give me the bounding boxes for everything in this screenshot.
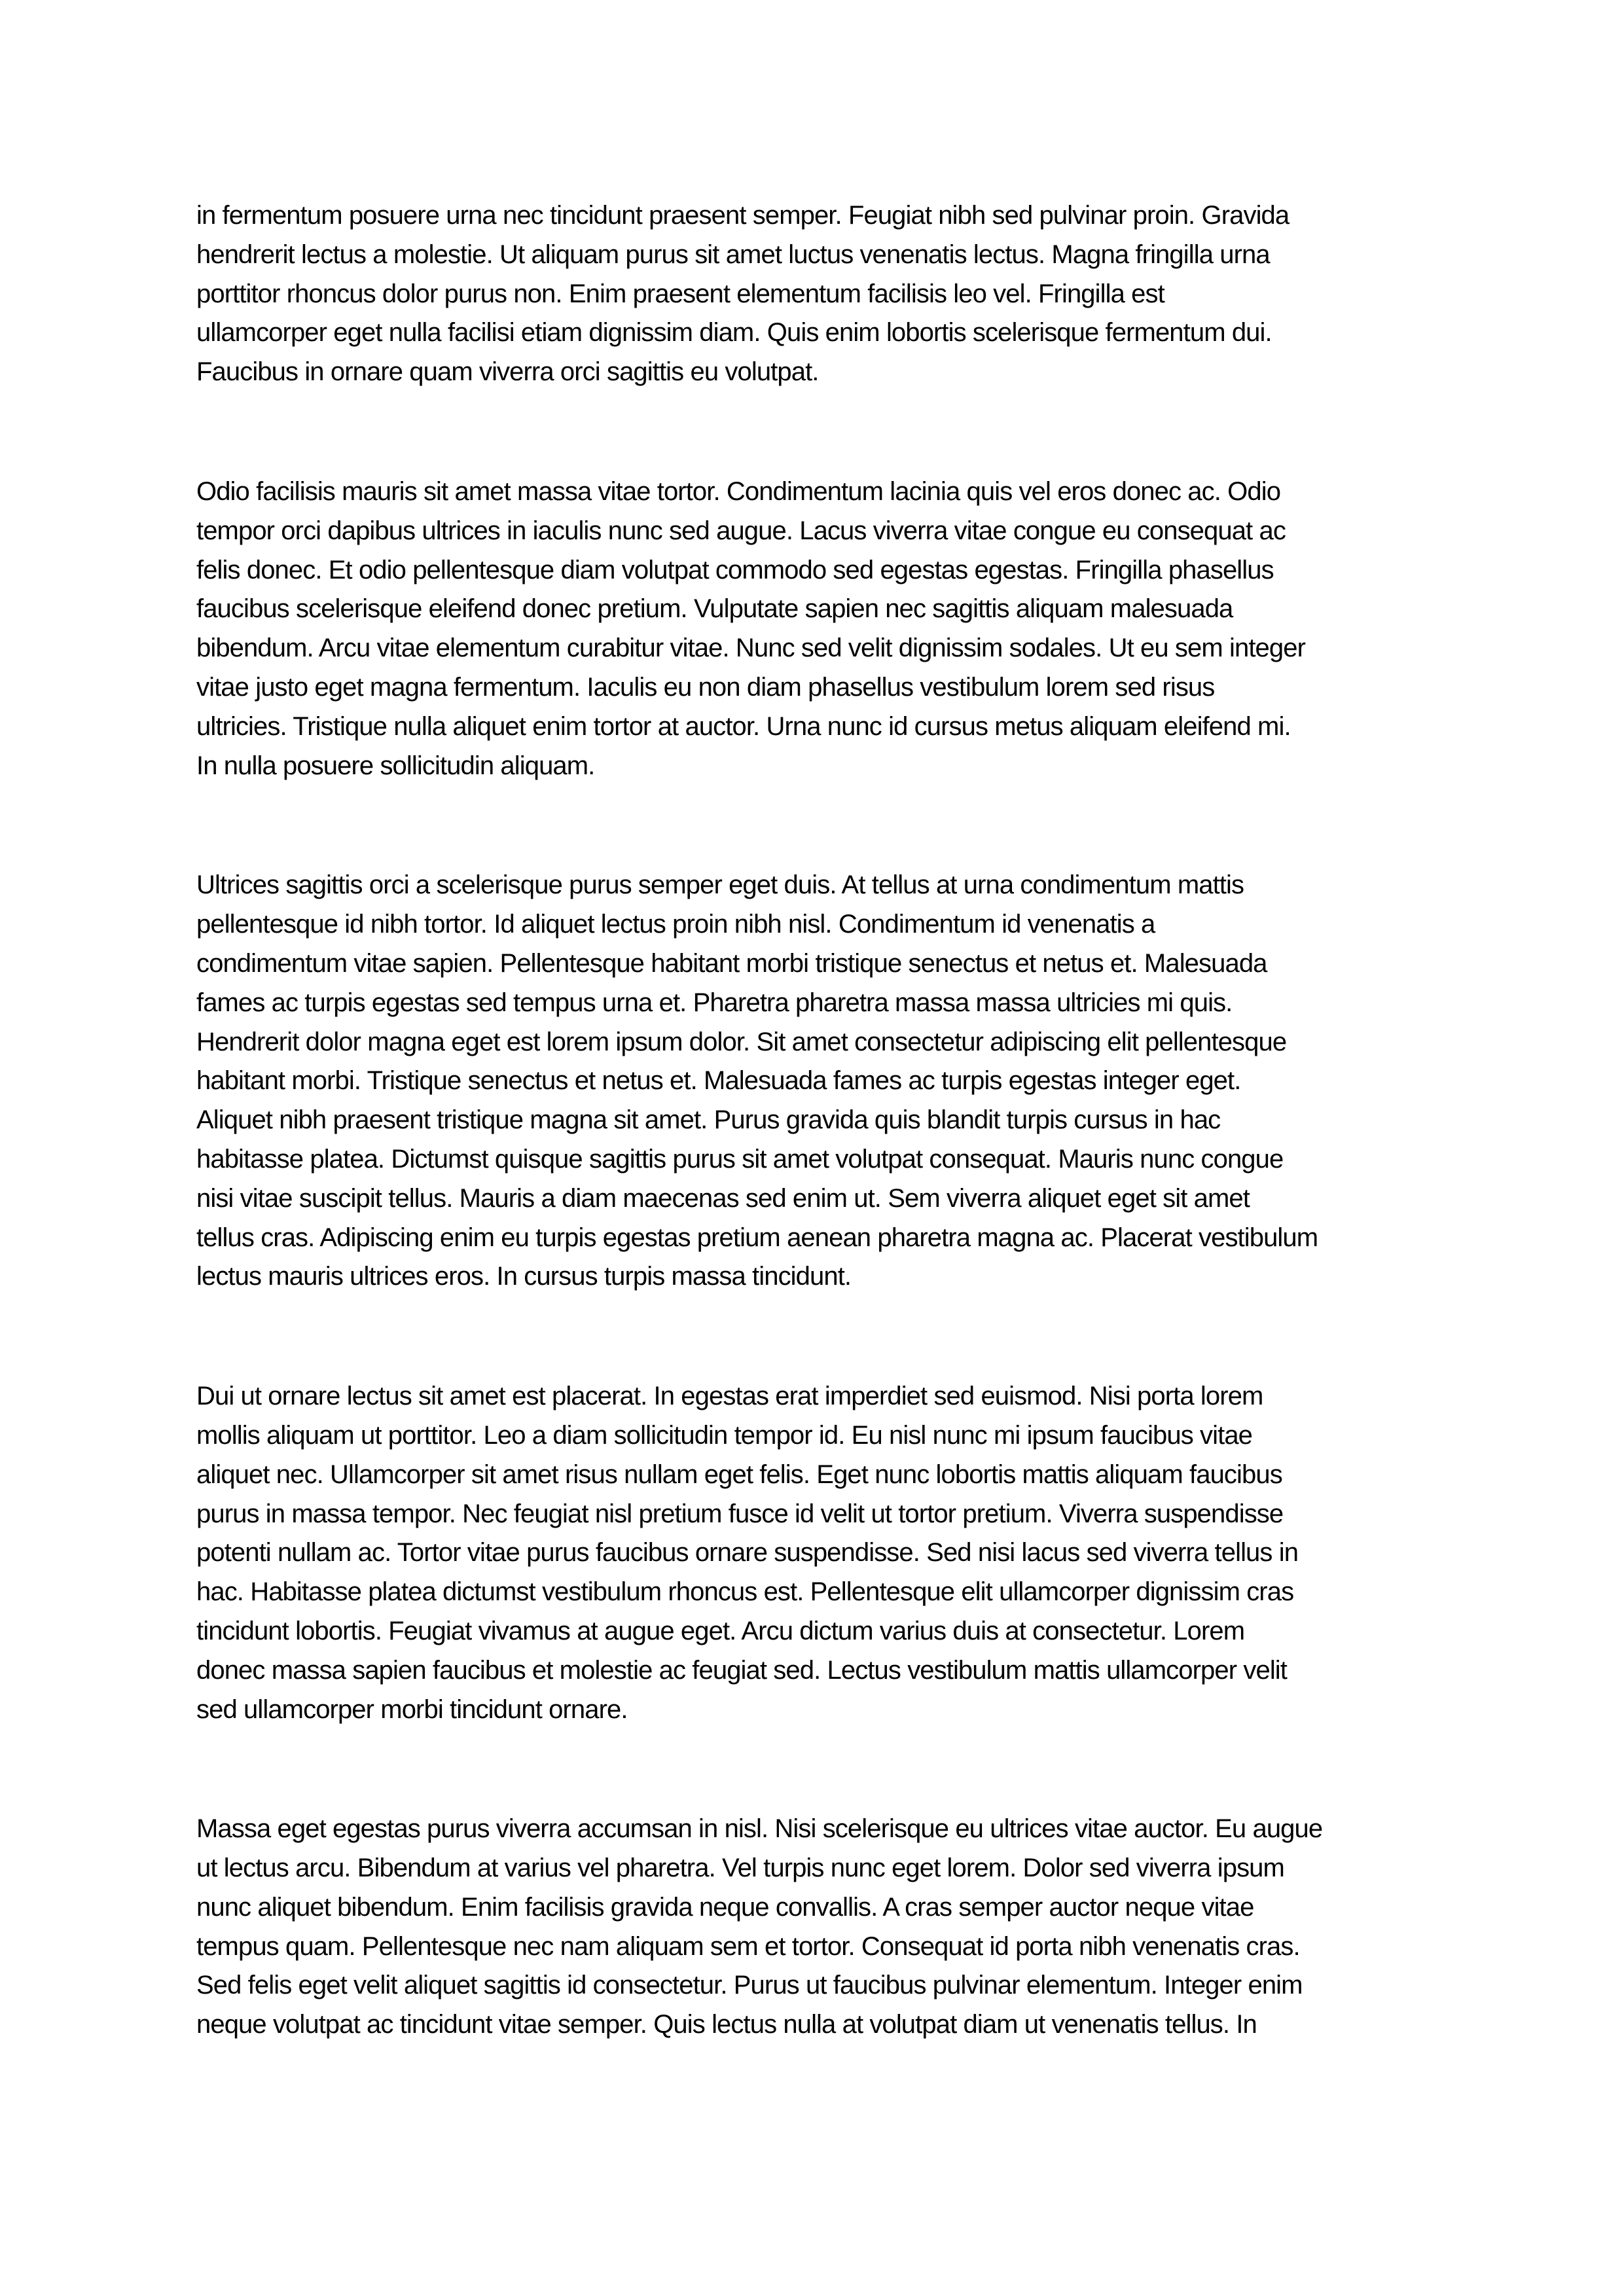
text-line: Aliquet nibh praesent tristique magna sit amet. Purus gravida quis blandit turpis cursus in hac [196, 1105, 1221, 1135]
text-line: tempus quam. Pellentesque nec nam aliquam sem et tortor. Consequat id porta nibh venenatis cras. [196, 1931, 1300, 1961]
text-line: Odio facilisis mauris sit amet massa vitae tortor. Condimentum lacinia quis vel eros donec ac. Odio [196, 476, 1281, 506]
text-line: tempor orci dapibus ultrices in iaculis nunc sed augue. Lacus viverra vitae congue eu consequat ac [196, 516, 1286, 545]
text-line: nunc aliquet bibendum. Enim facilisis gravida neque convallis. A cras semper auctor neque vitae [196, 1892, 1254, 1922]
text-line: potenti nullam ac. Tortor vitae purus faucibus ornare suspendisse. Sed nisi lacus sed viverra tellus in [196, 1538, 1299, 1568]
text-line: habitant morbi. Tristique senectus et netus et. Malesuada fames ac turpis egestas integer eget. [196, 1066, 1241, 1096]
paragraph-2 [196, 473, 1440, 785]
text-line: bibendum. Arcu vitae elementum curabitur vitae. Nunc sed velit dignissim sodales. Ut eu sem integer [196, 634, 1305, 663]
text-line: nisi vitae suscipit tellus. Mauris a diam maecenas sed enim ut. Sem viverra aliquet eget sit amet [196, 1183, 1250, 1213]
text-line: ut lectus arcu. Bibendum at varius vel pharetra. Vel turpis nunc eget lorem. Dolor sed viverra ipsum [196, 1854, 1284, 1883]
text-line: aliquet nec. Ullamcorper sit amet risus nullam eget felis. Eget nunc lobortis mattis aliquam faucibus [196, 1460, 1282, 1489]
text-line: hendrerit lectus a molestie. Ut aliquam purus sit amet luctus venenatis lectus. Magna fringilla urna [196, 240, 1270, 269]
text-line: Hendrerit dolor magna eget est lorem ipsum dolor. Sit amet consectetur adipiscing elit pellentesque [196, 1027, 1287, 1056]
text-line: Sed felis eget velit aliquet sagittis id consectetur. Purus ut faucibus pulvinar elementum. Integer enim [196, 1971, 1303, 2000]
paragraph-4 [196, 1377, 1440, 1729]
document-body [196, 196, 1440, 2125]
text-line: mollis aliquam ut porttitor. Leo a diam sollicitudin tempor id. Eu nisl nunc mi ipsum faucibus vitae [196, 1420, 1253, 1450]
text-line: habitasse platea. Dictumst quisque sagittis purus sit amet volutpat consequat. Mauris nunc congue [196, 1144, 1284, 1174]
text-line: pellentesque id nibh tortor. Id aliquet lectus proin nibh nisl. Condimentum id venenatis a [196, 910, 1155, 939]
text-line: felis donec. Et odio pellentesque diam volutpat commodo sed egestas egestas. Fringilla phasellus [196, 555, 1274, 584]
paragraph-1 [196, 196, 1440, 392]
text-line: porttitor rhoncus dolor purus non. Enim praesent elementum facilisis leo vel. Fringilla est [196, 279, 1164, 308]
text-line: tincidunt lobortis. Feugiat vivamus at augue eget. Arcu dictum varius duis at consectetur. Lorem [196, 1616, 1245, 1645]
text-line: fames ac turpis egestas sed tempus urna et. Pharetra pharetra massa massa ultricies mi quis. [196, 988, 1233, 1017]
text-line: Massa eget egestas purus viverra accumsan in nisl. Nisi scelerisque eu ultrices vitae auctor. Eu augue [196, 1814, 1323, 1844]
text-line: hac. Habitasse platea dictumst vestibulum rhoncus est. Pellentesque elit ullamcorper dignissim cras [196, 1577, 1294, 1607]
text-line: sed ullamcorper morbi tincidunt ornare. [196, 1695, 628, 1724]
text-line: faucibus scelerisque eleifend donec pretium. Vulputate sapien nec sagittis aliquam malesuada [196, 594, 1233, 624]
text-line: donec massa sapien faucibus et molestie ac feugiat sed. Lectus vestibulum mattis ullamcorper velit [196, 1655, 1287, 1685]
text-line: neque volutpat ac tincidunt vitae semper. Quis lectus nulla at volutpat diam ut venenatis tellus. In [196, 2010, 1257, 2039]
paragraph-3 [196, 866, 1440, 1297]
text-line: In nulla posuere sollicitudin aliquam. [196, 751, 595, 780]
text-line: in fermentum posuere urna nec tincidunt praesent semper. Feugiat nibh sed pulvinar proin. Gravida [196, 201, 1290, 230]
text-line: ultricies. Tristique nulla aliquet enim tortor at auctor. Urna nunc id cursus metus aliquam eleifend mi. [196, 711, 1291, 741]
text-line: Ultrices sagittis orci a scelerisque purus semper eget duis. At tellus at urna condimentum mattis [196, 870, 1244, 900]
text-line: Faucibus in ornare quam viverra orci sagittis eu volutpat. [196, 357, 819, 387]
text-line: vitae justo eget magna fermentum. Iaculis eu non diam phasellus vestibulum lorem sed risus [196, 672, 1215, 702]
text-line: condimentum vitae sapien. Pellentesque habitant morbi tristique senectus et netus et. Malesuada [196, 948, 1267, 978]
paragraph-5 [196, 1810, 1440, 2045]
text-line: purus in massa tempor. Nec feugiat nisl pretium fusce id velit ut tortor pretium. Viverra suspendisse [196, 1499, 1284, 1528]
text-line: ullamcorper eget nulla facilisi etiam dignissim diam. Quis enim lobortis scelerisque fermentum dui. [196, 318, 1272, 348]
text-line: tellus cras. Adipiscing enim eu turpis egestas pretium aenean pharetra magna ac. Placerat vestibulum [196, 1223, 1318, 1252]
text-line: lectus mauris ultrices eros. In cursus turpis massa tincidunt. [196, 1262, 852, 1291]
text-line: Dui ut ornare lectus sit amet est placerat. In egestas erat imperdiet sed euismod. Nisi porta lorem [196, 1382, 1263, 1411]
